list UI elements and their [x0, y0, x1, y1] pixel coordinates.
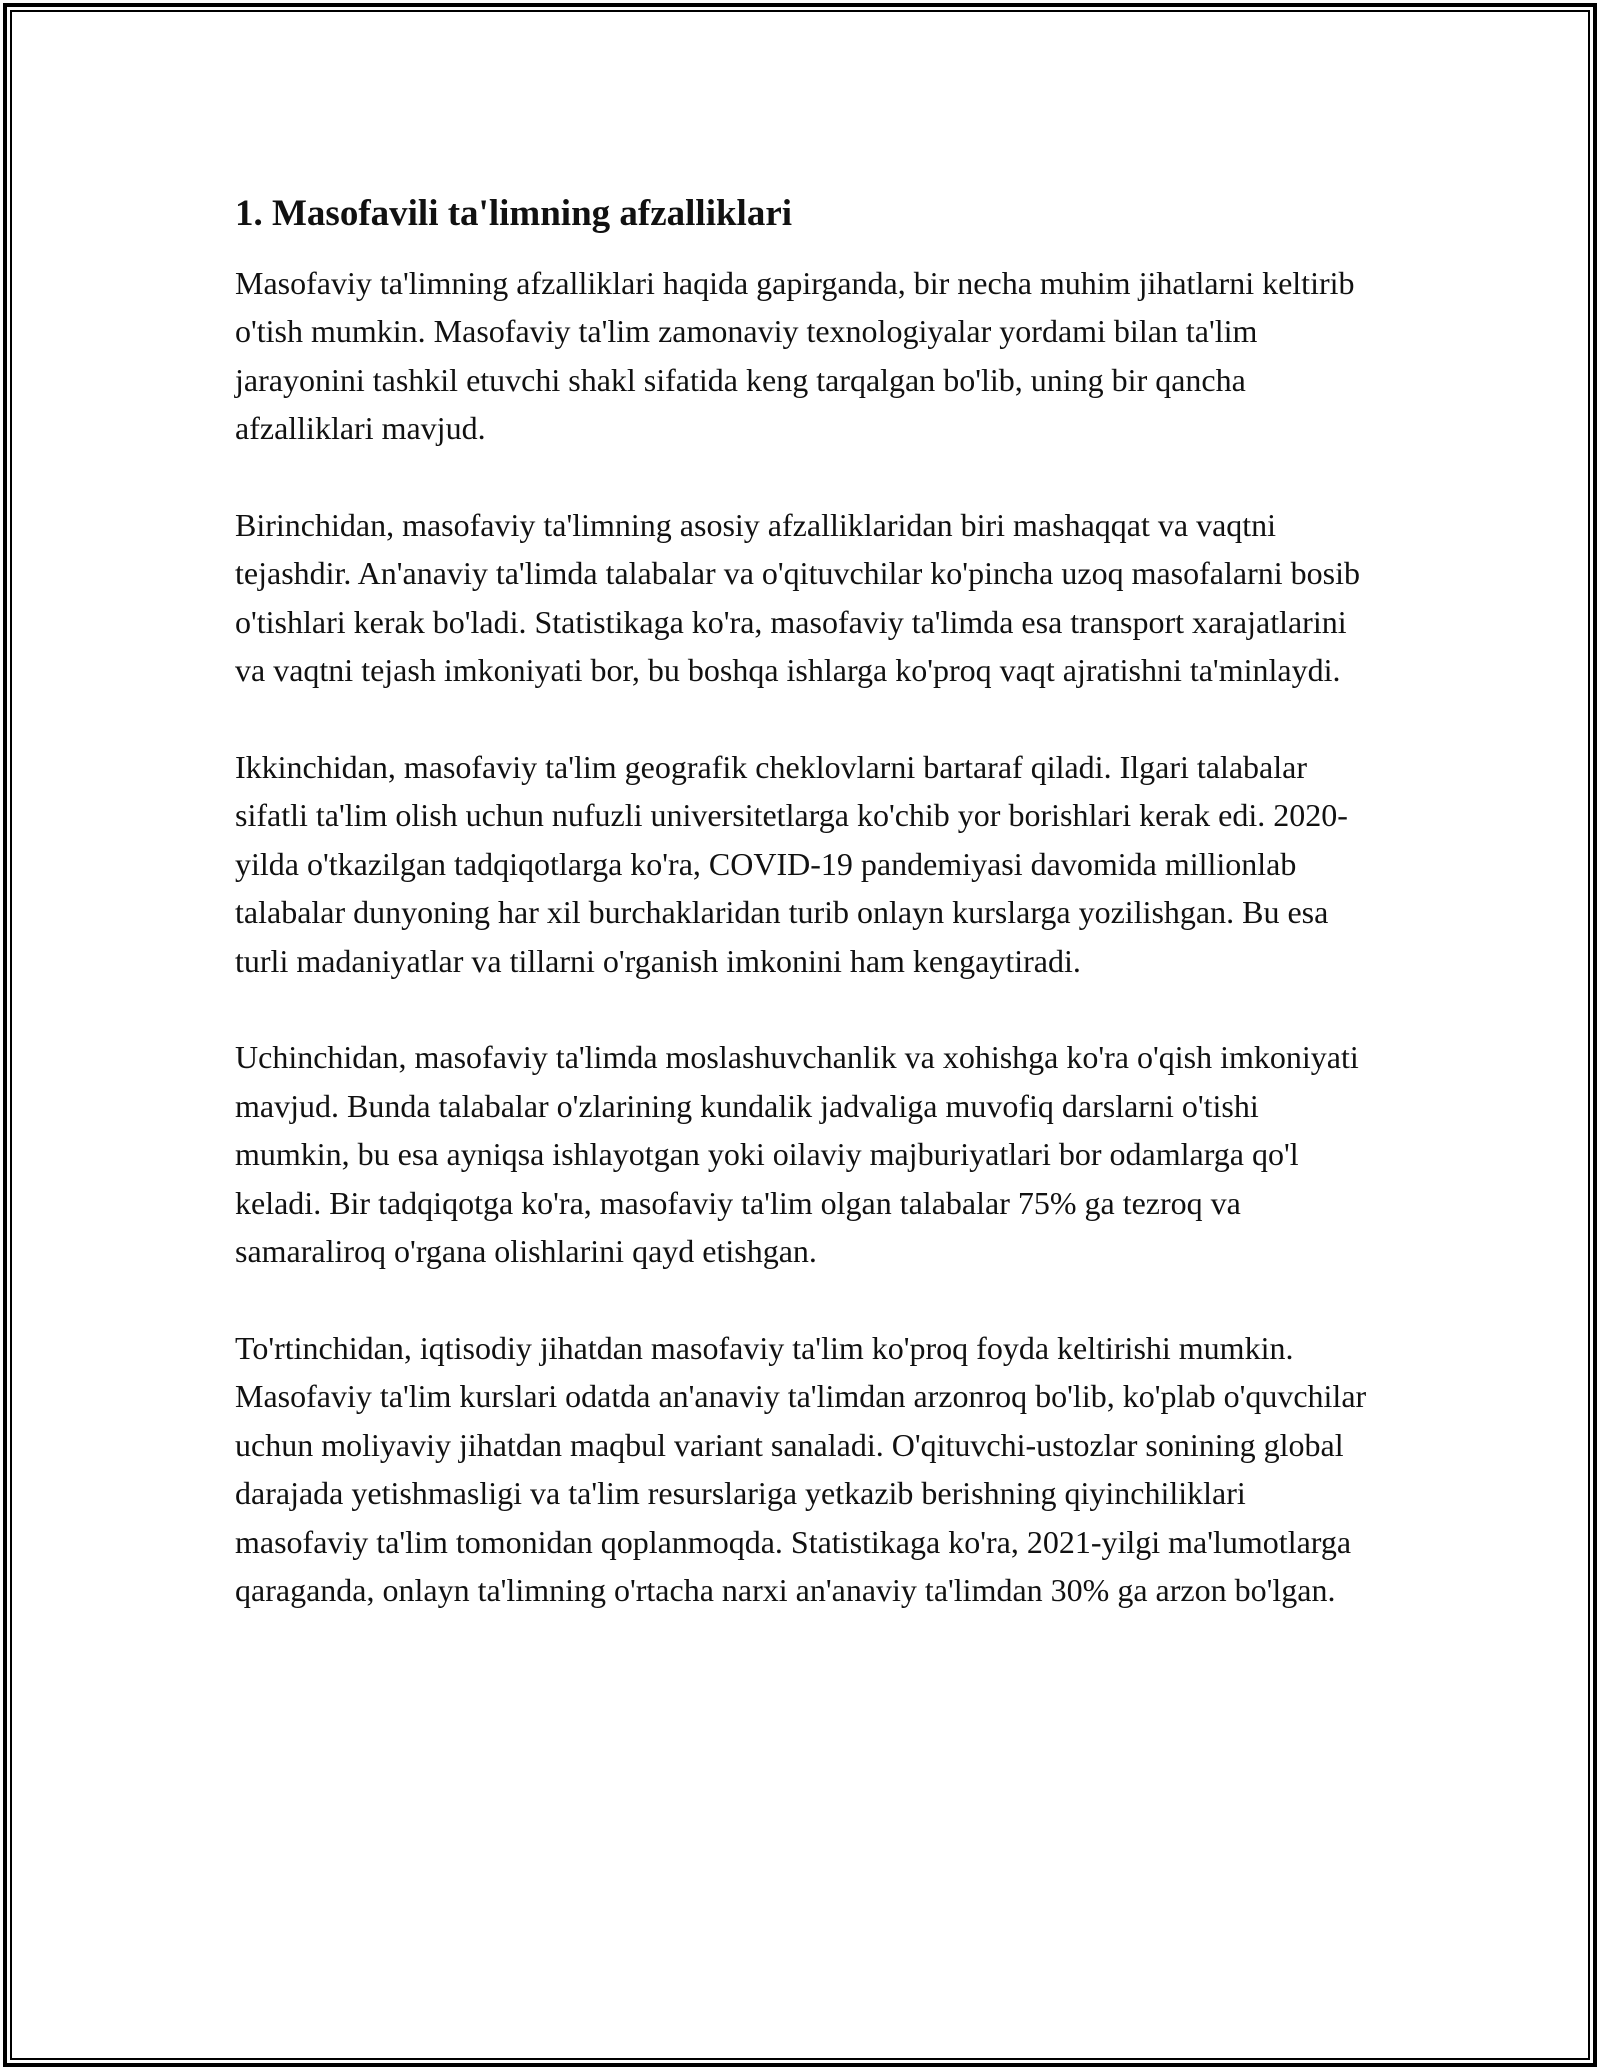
paragraph-intro: Masofaviy ta'limning afzalliklari haqida gapirganda, bir necha muhim jihatlarni keltirib o'tish mumkin. Masofaviy ta'lim zamonaviy texnologiyalar yordami bilan ta'lim jarayonini tashkil etuvchi shakl sifatida keng tarqalgan bo'lib, uning bir qancha afzalliklari mavjud. [235, 265, 1355, 447]
paragraph-first-point: Birinchidan, masofaviy ta'limning asosiy afzalliklaridan biri mashaqqat va vaqtni tejashdir. An'anaviy ta'limda talabalar va o'qituvchilar ko'pincha uzoq masofalarni bosib o'tishlari kerak bo'ladi. Statistikaga ko'ra, masofaviy ta'limda esa transport xarajatlarini va vaqtni tejash imkoniyati bor, bu boshqa ishlarga ko'proq vaqt ajratishni ta'minlaydi. [235, 507, 1360, 689]
section-heading: 1. Masofavili ta'limning afzalliklari [235, 193, 793, 234]
paragraph-fourth-point: To'rtinchidan, iqtisodiy jihatdan masofaviy ta'lim ko'proq foyda keltirishi mumkin. Masofaviy ta'lim kurslari odatda an'anaviy ta'limdan arzonroq bo'lib, ko'plab o'quvchilar uchun moliyaviy jihatdan maqbul variant sanaladi. O'qituvchi-ustozlar sonining global darajada yetishmasligi va ta'lim resurslariga yetkazib berishning qiyinchiliklari masofaviy ta'lim tomonidan qoplanmoqda. Statistikaga ko'ra, 2021-yilgi ma'lumotlarga qaraganda, onlayn ta'limning o'rtacha narxi an'anaviy ta'limdan 30% ga arzon bo'lgan. [235, 1329, 1367, 1608]
paragraph-third-point: Uchinchidan, masofaviy ta'limda moslashuvchanlik va xohishga ko'ra o'qish imkoniyati mavjud. Bunda talabalar o'zlarining kundalik jadvaliga muvofiq darslarni o'tishi mumkin, bu esa ayniqsa ishlayotgan yoki oilaviy majburiyatlari bor odamlarga qo'l keladi. Bir tadqiqotga ko'ra, masofaviy ta'lim olgan talabalar 75% ga tezroq va samaraliroq o'rgana olishlarini qayd etishgan. [235, 1039, 1359, 1270]
paragraph-second-point: Ikkinchidan, masofaviy ta'lim geografik cheklovlarni bartaraf qiladi. Ilgari talabalar sifatli ta'lim olish uchun nufuzli universitetlarga ko'chib yor borishlari kerak edi. 2020-yilda o'tkazilgan tadqiqotlarga ko'ra, COVID-19 pandemiyasi davomida millionlab talabalar dunyoning har xil burchaklaridan turib onlayn kurslarga yozilishgan. Bu esa turli madaniyatlar va tillarni o'rganish imkonini ham kengaytiradi. [235, 749, 1348, 979]
document-body [235, 188, 1375, 1614]
